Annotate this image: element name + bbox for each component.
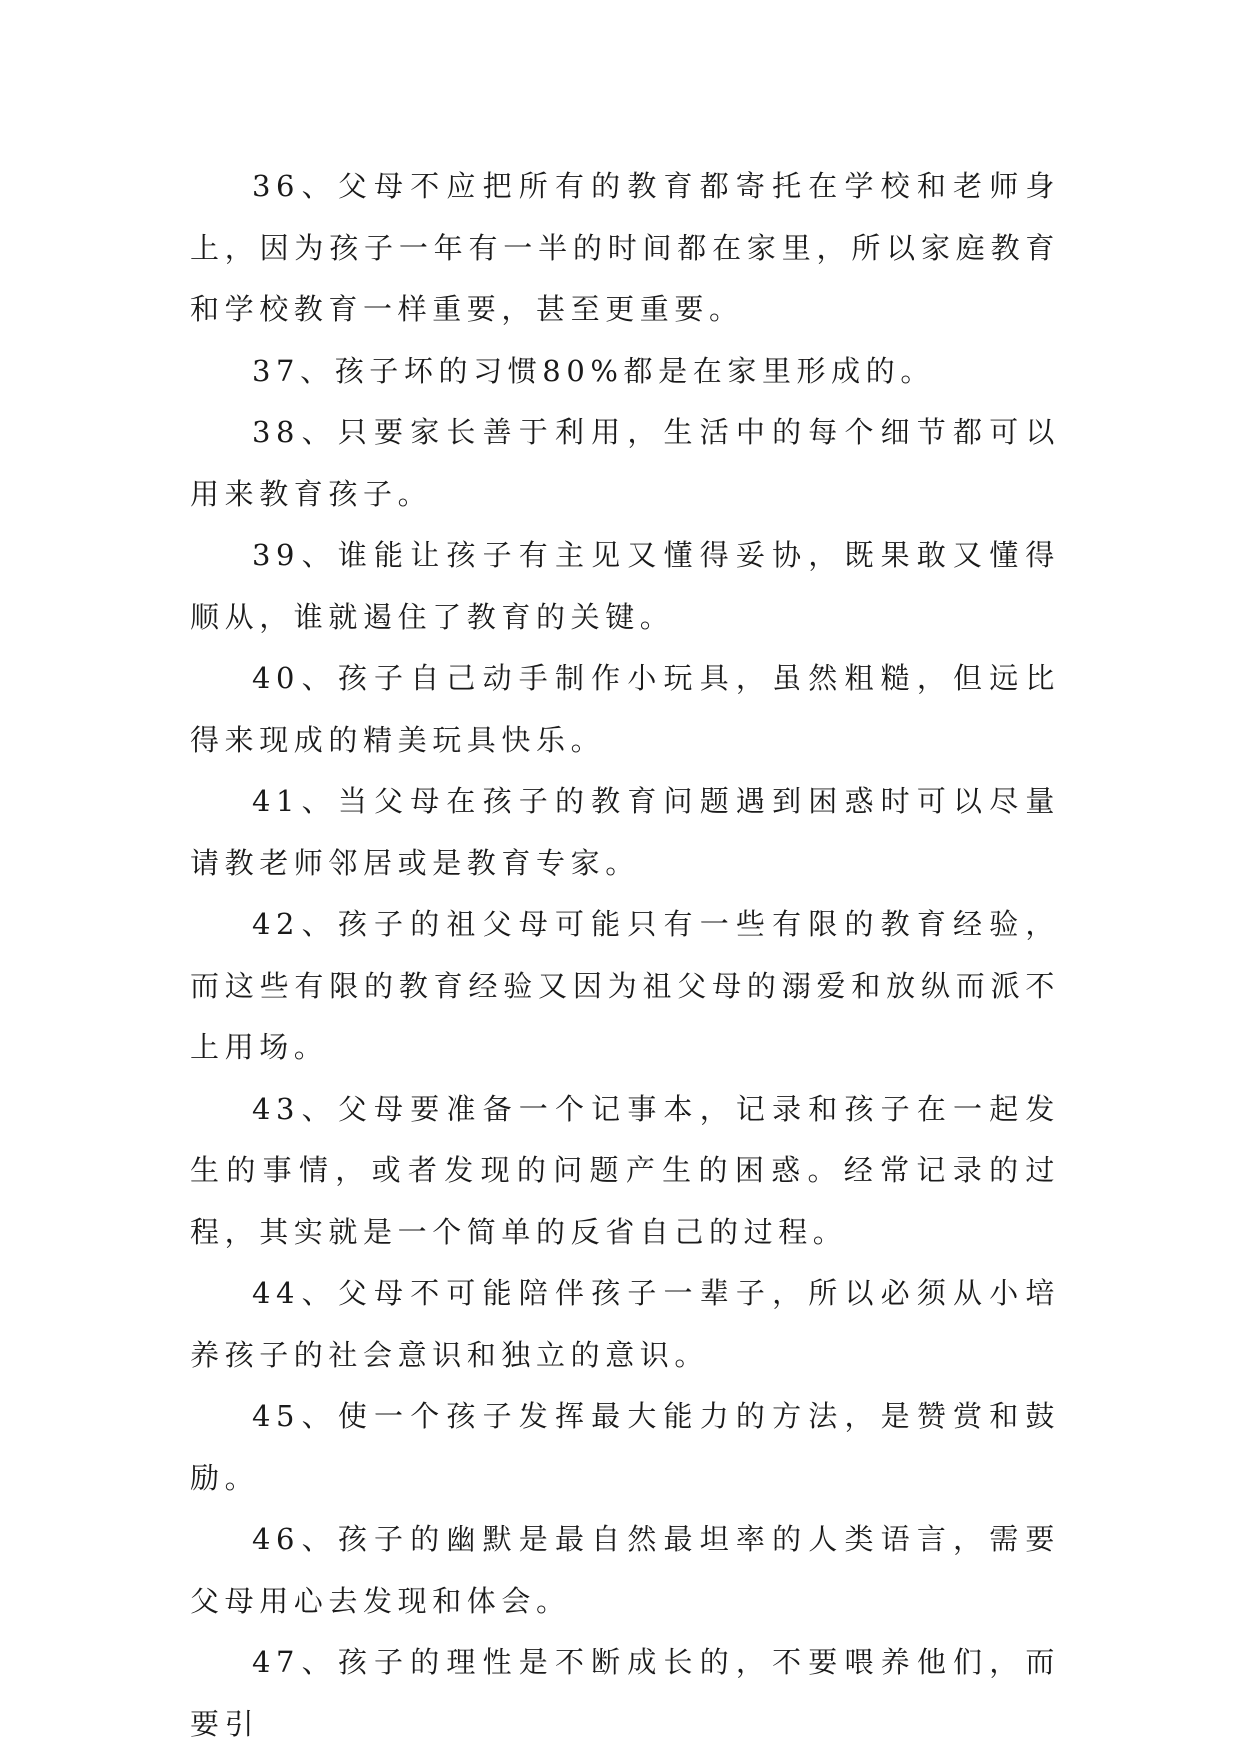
paragraph-46: 46、孩子的幽默是最自然最坦率的人类语言，需要父母用心去发现和体会。: [190, 1522, 1060, 1618]
paragraph-38: 38、只要家长善于利用，生活中的每个细节都可以用来教育孩子。: [190, 415, 1060, 511]
paragraph-45: 45、使一个孩子发挥最大能力的方法，是赞赏和鼓励。: [190, 1399, 1060, 1495]
paragraph-40: 40、孩子自己动手制作小玩具，虽然粗糙，但远比得来现成的精美玩具快乐。: [190, 661, 1060, 757]
document-body: [190, 156, 1060, 1755]
paragraph-42: 42、孩子的祖父母可能只有一些有限的教育经验，而这些有限的教育经验又因为祖父母的溺爱和放纵而派不上用场。: [190, 907, 1060, 1064]
paragraph-43: 43、父母要准备一个记事本，记录和孩子在一起发生的事情，或者发现的问题产生的困惑。经常记录的过程，其实就是一个简单的反省自己的过程。: [190, 1091, 1060, 1249]
paragraph-39: 39、谁能让孩子有主见又懂得妥协，既果敢又懂得顺从，谁就遏住了教育的关键。: [190, 538, 1060, 634]
paragraph-36: 36、父母不应把所有的教育都寄托在学校和老师身上，因为孩子一年有一半的时间都在家里，所以家庭教育和学校教育一样重要，甚至更重要。: [190, 169, 1060, 326]
paragraph-47: 47、孩子的理性是不断成长的，不要喂养他们，而要引: [190, 1645, 1060, 1741]
paragraph-37: 37、孩子坏的习惯80%都是在家里形成的。: [252, 353, 935, 388]
paragraph-41: 41、当父母在孩子的教育问题遇到困惑时可以尽量请教老师邻居或是教育专家。: [190, 784, 1060, 880]
paragraph-44: 44、父母不可能陪伴孩子一辈子，所以必须从小培养孩子的社会意识和独立的意识。: [190, 1276, 1060, 1372]
